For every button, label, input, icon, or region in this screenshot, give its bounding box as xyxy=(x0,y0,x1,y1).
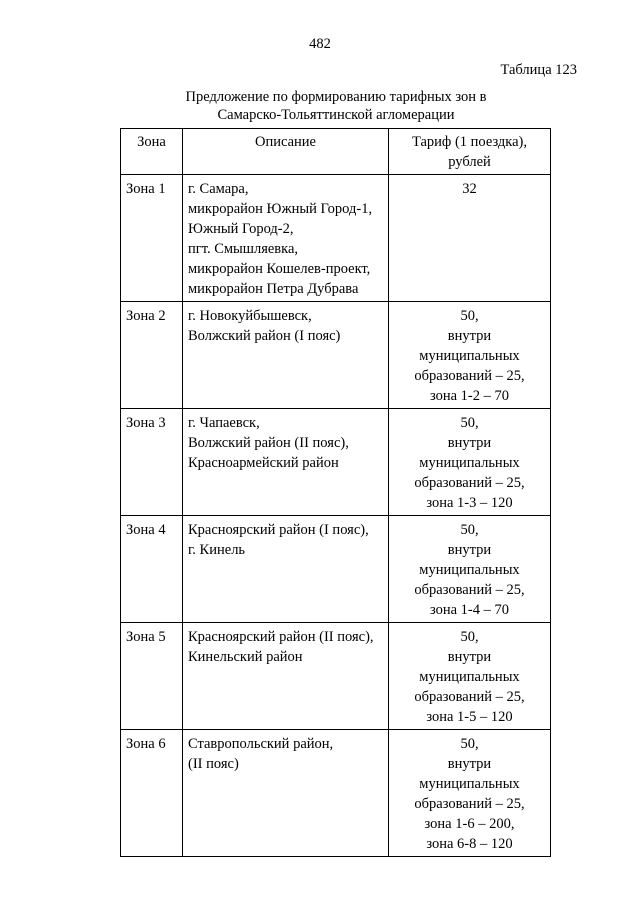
description-line: г. Новокуйбышевск, xyxy=(188,308,312,324)
tariff-line: образований – 25, xyxy=(414,689,525,705)
caption-line: Самарско-Тольяттинской агломерации xyxy=(217,107,455,123)
table-row xyxy=(121,730,551,857)
tariff-cell xyxy=(389,302,551,409)
tariff-line: 50, xyxy=(460,629,479,645)
tariff-line: зона 1-2 – 70 xyxy=(429,388,510,404)
header-description: Описание xyxy=(183,129,389,175)
tariff-cell xyxy=(389,409,551,516)
description-line: Красноармейский район xyxy=(188,455,339,471)
table-row xyxy=(121,623,551,730)
tariff-line: муниципальных xyxy=(419,455,520,471)
header-tariff-line: Тариф (1 поездка), xyxy=(411,134,528,150)
tariff-zones-table xyxy=(120,128,551,857)
header-zone: Зона xyxy=(121,129,183,175)
tariff-line: внутри xyxy=(447,649,492,665)
tariff-line: образований – 25, xyxy=(414,796,525,812)
tariff-line: образований – 25, xyxy=(414,475,525,491)
description-cell xyxy=(183,730,389,857)
tariff-cell xyxy=(389,175,551,302)
table-header-row xyxy=(121,129,551,175)
tariff-line: муниципальных xyxy=(419,776,520,792)
tariff-line: 50, xyxy=(460,308,479,324)
description-cell xyxy=(183,409,389,516)
zone-cell: Зона 1 xyxy=(121,175,183,302)
table-row xyxy=(121,409,551,516)
tariff-line: зона 1-4 – 70 xyxy=(429,602,510,618)
table-row xyxy=(121,516,551,623)
table-label: Таблица 123 xyxy=(500,62,577,78)
page-number: 482 xyxy=(309,36,331,52)
tariff-line: 50, xyxy=(460,415,479,431)
description-line: Красноярский район (I пояс), xyxy=(188,522,369,538)
description-cell xyxy=(183,516,389,623)
tariff-line: зона 1-5 – 120 xyxy=(426,709,513,725)
description-line: пгт. Смышляевка, xyxy=(188,241,299,257)
description-line: г. Чапаевск, xyxy=(188,415,260,431)
zone-cell: Зона 5 xyxy=(121,623,183,730)
description-line: Южный Город-2, xyxy=(188,221,294,237)
tariff-cell xyxy=(389,623,551,730)
description-cell xyxy=(183,302,389,409)
description-line: (II пояс) xyxy=(188,756,239,772)
description-line: Волжский район (II пояс), xyxy=(188,435,349,451)
tariff-line: внутри xyxy=(447,542,492,558)
zone-cell: Зона 6 xyxy=(121,730,183,857)
zone-cell: Зона 3 xyxy=(121,409,183,516)
description-line: г. Самара, xyxy=(188,181,249,197)
tariff-line: зона 1-6 – 200, xyxy=(424,816,515,832)
tariff-line: внутри xyxy=(447,756,492,772)
table-row xyxy=(121,175,551,302)
description-line: микрорайон Петра Дубрава xyxy=(188,281,359,297)
description-line: г. Кинель xyxy=(188,542,246,558)
tariff-line: муниципальных xyxy=(419,348,520,364)
tariff-line: внутри xyxy=(447,435,492,451)
description-cell xyxy=(183,175,389,302)
tariff-line: муниципальных xyxy=(419,562,520,578)
table-row xyxy=(121,302,551,409)
tariff-line: внутри xyxy=(447,328,492,344)
header-tariff-line: рублей xyxy=(448,154,491,170)
table-caption xyxy=(121,88,551,124)
description-line: Кинельский район xyxy=(188,649,303,665)
description-line: микрорайон Южный Город-1, xyxy=(188,201,373,217)
tariff-line: 50, xyxy=(460,736,479,752)
tariff-line: 50, xyxy=(460,522,479,538)
tariff-line: зона 1-3 – 120 xyxy=(426,495,513,511)
zone-cell: Зона 4 xyxy=(121,516,183,623)
tariff-line: образований – 25, xyxy=(414,368,525,384)
description-cell xyxy=(183,623,389,730)
description-line: Волжский район (I пояс) xyxy=(188,328,341,344)
zone-cell: Зона 2 xyxy=(121,302,183,409)
tariff-cell xyxy=(389,516,551,623)
table-body xyxy=(121,175,551,857)
description-line: микрорайон Кошелев-проект, xyxy=(188,261,371,277)
description-line: Красноярский район (II пояс), xyxy=(188,629,374,645)
caption-line: Предложение по формированию тарифных зон в xyxy=(185,89,487,105)
tariff-line: 32 xyxy=(462,181,477,197)
description-line: Ставропольский район, xyxy=(188,736,334,752)
tariff-line: образований – 25, xyxy=(414,582,525,598)
tariff-line: зона 6-8 – 120 xyxy=(426,836,513,852)
tariff-cell xyxy=(389,730,551,857)
tariff-line: муниципальных xyxy=(419,669,520,685)
header-tariff xyxy=(389,129,551,175)
